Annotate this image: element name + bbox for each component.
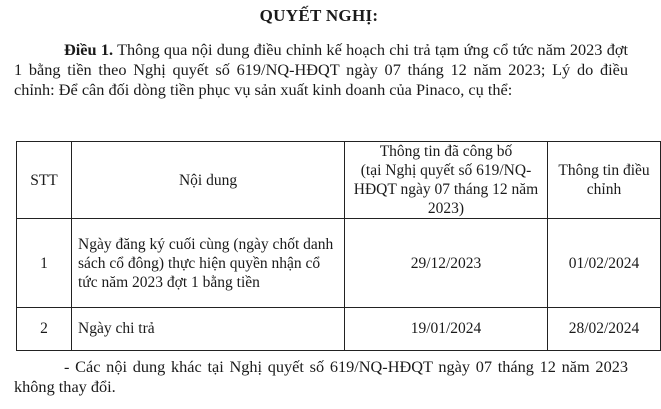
article-1-paragraph [14, 40, 628, 100]
article-text: Thông qua nội dung điều chỉnh kế hoạch chi trả tạm ứng cổ tức năm 2023 đợt 1 bằng tiền theo Nghị quyết số 619/NQ-HĐQT ngày 07 tháng 12 năm 2023; Lý do điều chỉnh: Để cân đối dòng tiền phục vụ sản xuất kinh doanh của Pinaco, cụ thể: [14, 40, 629, 99]
row-stt: 2 [17, 308, 72, 351]
header-announced-subtitle: (tại Nghị quyết số 619/NQ-HĐQT ngày 07 tháng 12 năm 2023) [353, 162, 539, 217]
resolution-heading: QUYẾT NGHỊ: [259, 6, 379, 25]
header-announced-title: Thông tin đã công bố [379, 143, 513, 160]
row-stt: 1 [17, 219, 72, 308]
header-adjusted: Thông tin điều chỉnh [548, 142, 661, 219]
table-row [17, 219, 661, 308]
header-announced [345, 142, 548, 219]
row-content: Ngày chi trả [72, 308, 345, 351]
row-content: Ngày đăng ký cuối cùng (ngày chốt danh sách cổ đông) thực hiện quyền nhận cổ tức năm 2023 đợt 1 bằng tiền [72, 219, 345, 308]
header-content: Nội dung [72, 142, 345, 219]
row-adjusted: 28/02/2024 [548, 308, 661, 351]
row-announced: 29/12/2023 [345, 219, 548, 308]
closing-note: - Các nội dung khác tại Nghị quyết số 619/NQ-HĐQT ngày 07 tháng 12 năm 2023 không thay đổi. [14, 357, 628, 396]
row-adjusted: 01/02/2024 [548, 219, 661, 308]
row-announced: 19/01/2024 [345, 308, 548, 351]
header-stt: STT [17, 142, 72, 219]
article-label: Điều 1. [64, 40, 114, 59]
adjustment-table [16, 141, 661, 351]
table-row [17, 308, 661, 351]
table-header-row [17, 142, 661, 219]
